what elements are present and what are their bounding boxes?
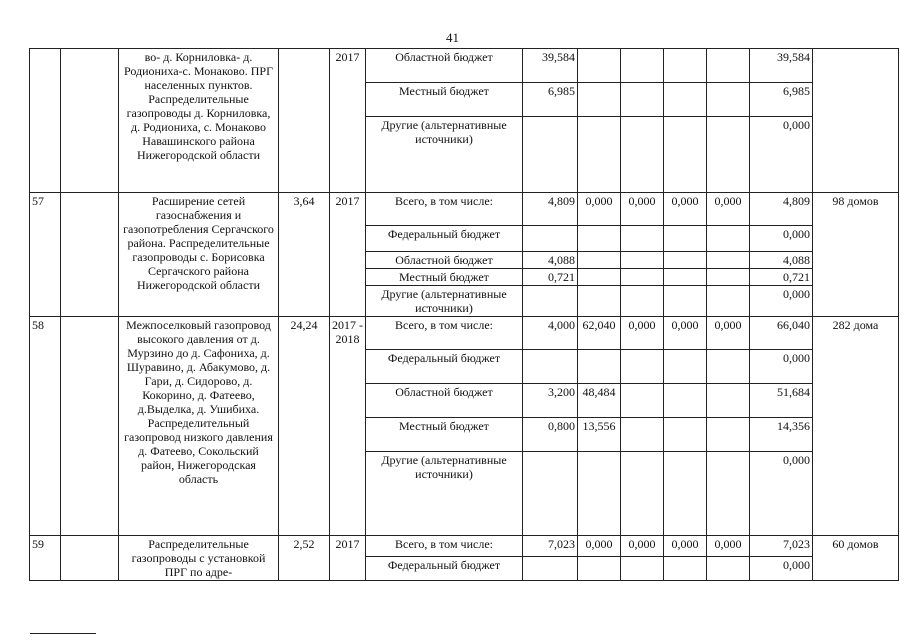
value-year-2 xyxy=(578,286,621,317)
value-year-5 xyxy=(707,252,750,269)
value-year-1 xyxy=(523,117,578,193)
funding-source: Областной бюджет xyxy=(366,49,523,83)
funding-source: Областной бюджет xyxy=(366,252,523,269)
value-year-2 xyxy=(578,350,621,384)
funding-source: Всего, в том числе: xyxy=(366,317,523,350)
value-total: 0,721 xyxy=(750,269,813,286)
value-year-4 xyxy=(664,252,707,269)
funding-source: Федеральный бюджет xyxy=(366,350,523,384)
blank-column xyxy=(61,536,119,581)
pipeline-length xyxy=(279,49,330,193)
value-year-1 xyxy=(523,226,578,252)
years: 2017 - 2018 xyxy=(330,317,366,536)
value-year-2 xyxy=(578,252,621,269)
blank-column xyxy=(61,193,119,317)
funding-source: Другие (альтернативные источники) xyxy=(366,286,523,317)
value-year-5 xyxy=(707,286,750,317)
value-year-5 xyxy=(707,117,750,193)
value-year-4 xyxy=(664,452,707,536)
value-year-3: 0,000 xyxy=(621,193,664,226)
result: 60 домов xyxy=(813,536,899,581)
table-row xyxy=(30,49,899,83)
result: 282 дома xyxy=(813,317,899,536)
value-year-3 xyxy=(621,226,664,252)
value-total: 0,000 xyxy=(750,117,813,193)
value-year-3 xyxy=(621,418,664,452)
value-year-3 xyxy=(621,83,664,117)
value-year-3 xyxy=(621,557,664,581)
value-year-4: 0,000 xyxy=(664,536,707,557)
value-year-4: 0,000 xyxy=(664,317,707,350)
value-year-5: 0,000 xyxy=(707,317,750,350)
value-total: 4,088 xyxy=(750,252,813,269)
pipeline-length: 24,24 xyxy=(279,317,330,536)
value-total: 0,000 xyxy=(750,452,813,536)
table-row xyxy=(30,193,899,226)
value-year-2: 0,000 xyxy=(578,536,621,557)
value-year-3 xyxy=(621,286,664,317)
value-year-5 xyxy=(707,384,750,418)
value-year-4 xyxy=(664,117,707,193)
blank-column xyxy=(61,49,119,193)
funding-source: Всего, в том числе: xyxy=(366,193,523,226)
value-total: 14,356 xyxy=(750,418,813,452)
row-number: 57 xyxy=(30,193,61,317)
value-year-2 xyxy=(578,226,621,252)
value-year-5: 0,000 xyxy=(707,536,750,557)
value-year-1 xyxy=(523,350,578,384)
value-year-4 xyxy=(664,418,707,452)
value-year-4 xyxy=(664,83,707,117)
value-year-3 xyxy=(621,350,664,384)
value-total: 66,040 xyxy=(750,317,813,350)
value-total: 51,684 xyxy=(750,384,813,418)
table-row xyxy=(30,536,899,557)
pipeline-length: 2,52 xyxy=(279,536,330,581)
value-year-3 xyxy=(621,452,664,536)
value-year-1: 6,985 xyxy=(523,83,578,117)
value-year-2: 13,556 xyxy=(578,418,621,452)
result: 98 домов xyxy=(813,193,899,317)
years: 2017 xyxy=(330,49,366,193)
funding-source: Местный бюджет xyxy=(366,83,523,117)
value-year-1 xyxy=(523,286,578,317)
row-number xyxy=(30,49,61,193)
value-total: 0,000 xyxy=(750,557,813,581)
funding-source: Местный бюджет xyxy=(366,418,523,452)
pipeline-length: 3,64 xyxy=(279,193,330,317)
value-year-5 xyxy=(707,83,750,117)
funding-source: Федеральный бюджет xyxy=(366,557,523,581)
value-year-4: 0,000 xyxy=(664,193,707,226)
value-total: 0,000 xyxy=(750,286,813,317)
funding-source: Всего, в том числе: xyxy=(366,536,523,557)
value-year-3 xyxy=(621,269,664,286)
value-year-2 xyxy=(578,49,621,83)
value-year-3 xyxy=(621,252,664,269)
row-number: 58 xyxy=(30,317,61,536)
funding-source: Другие (альтернативные источники) xyxy=(366,452,523,536)
funding-source: Областной бюджет xyxy=(366,384,523,418)
value-year-1 xyxy=(523,557,578,581)
value-year-1: 4,088 xyxy=(523,252,578,269)
value-year-1: 4,809 xyxy=(523,193,578,226)
program-table xyxy=(29,48,899,581)
value-year-4 xyxy=(664,557,707,581)
value-total: 0,000 xyxy=(750,350,813,384)
value-year-2: 0,000 xyxy=(578,193,621,226)
value-year-5 xyxy=(707,452,750,536)
value-year-4 xyxy=(664,269,707,286)
value-year-2 xyxy=(578,83,621,117)
value-year-4 xyxy=(664,384,707,418)
value-year-1 xyxy=(523,452,578,536)
row-number: 59 xyxy=(30,536,61,581)
value-year-2: 48,484 xyxy=(578,384,621,418)
value-year-2 xyxy=(578,557,621,581)
value-total: 7,023 xyxy=(750,536,813,557)
years: 2017 xyxy=(330,193,366,317)
value-year-4 xyxy=(664,226,707,252)
blank-column xyxy=(61,317,119,536)
value-year-3: 0,000 xyxy=(621,536,664,557)
value-year-3 xyxy=(621,117,664,193)
value-total: 39,584 xyxy=(750,49,813,83)
value-year-1: 3,200 xyxy=(523,384,578,418)
funding-source: Местный бюджет xyxy=(366,269,523,286)
value-year-4 xyxy=(664,350,707,384)
value-year-1: 39,584 xyxy=(523,49,578,83)
value-year-5 xyxy=(707,418,750,452)
value-year-2 xyxy=(578,452,621,536)
value-year-5 xyxy=(707,269,750,286)
object-name: Расширение сетей газоснабжения и газопотребления Сергачского района. Распределительные газопроводы с. Борисовка Сергачского района Нижегородской области xyxy=(119,193,279,317)
value-year-2 xyxy=(578,117,621,193)
value-year-4 xyxy=(664,286,707,317)
value-year-1: 0,721 xyxy=(523,269,578,286)
value-year-3 xyxy=(621,384,664,418)
page-number: 41 xyxy=(446,30,459,45)
value-year-5: 0,000 xyxy=(707,193,750,226)
funding-source: Другие (альтернативные источники) xyxy=(366,117,523,193)
object-name: Распределительные газопроводы с установкой ПРГ по адре- xyxy=(119,536,279,581)
funding-source: Федеральный бюджет xyxy=(366,226,523,252)
value-year-1: 0,800 xyxy=(523,418,578,452)
value-year-3 xyxy=(621,49,664,83)
years: 2017 xyxy=(330,536,366,581)
value-total: 0,000 xyxy=(750,226,813,252)
value-year-5 xyxy=(707,226,750,252)
result xyxy=(813,49,899,193)
value-year-3: 0,000 xyxy=(621,317,664,350)
value-year-2: 62,040 xyxy=(578,317,621,350)
value-year-1: 7,023 xyxy=(523,536,578,557)
value-year-1: 4,000 xyxy=(523,317,578,350)
value-year-2 xyxy=(578,269,621,286)
table-row xyxy=(30,317,899,350)
object-name: Межпоселковый газопровод высокого давления от д. Мурзино до д. Сафониха, д. Шуравино, д. Абакумово, д. Гари, д. Сидорово, д. Кокорино, д. Фатеево, д.Выделка, д. Ушибиха. Распределительный газопровод низкого давления д. Фатеево, Сокольский район, Нижегородская область xyxy=(119,317,279,536)
value-year-5 xyxy=(707,49,750,83)
value-total: 4,809 xyxy=(750,193,813,226)
value-total: 6,985 xyxy=(750,83,813,117)
footnote-line xyxy=(30,633,96,634)
object-name: во- д. Корниловка- д. Родиониха-с. Монаково. ПРГ населенных пунктов. Распределительные газопроводы д. Корниловка, д. Родиониха, с. Монаково Навашинского района Нижегородской области xyxy=(119,49,279,193)
value-year-5 xyxy=(707,350,750,384)
value-year-4 xyxy=(664,49,707,83)
value-year-5 xyxy=(707,557,750,581)
